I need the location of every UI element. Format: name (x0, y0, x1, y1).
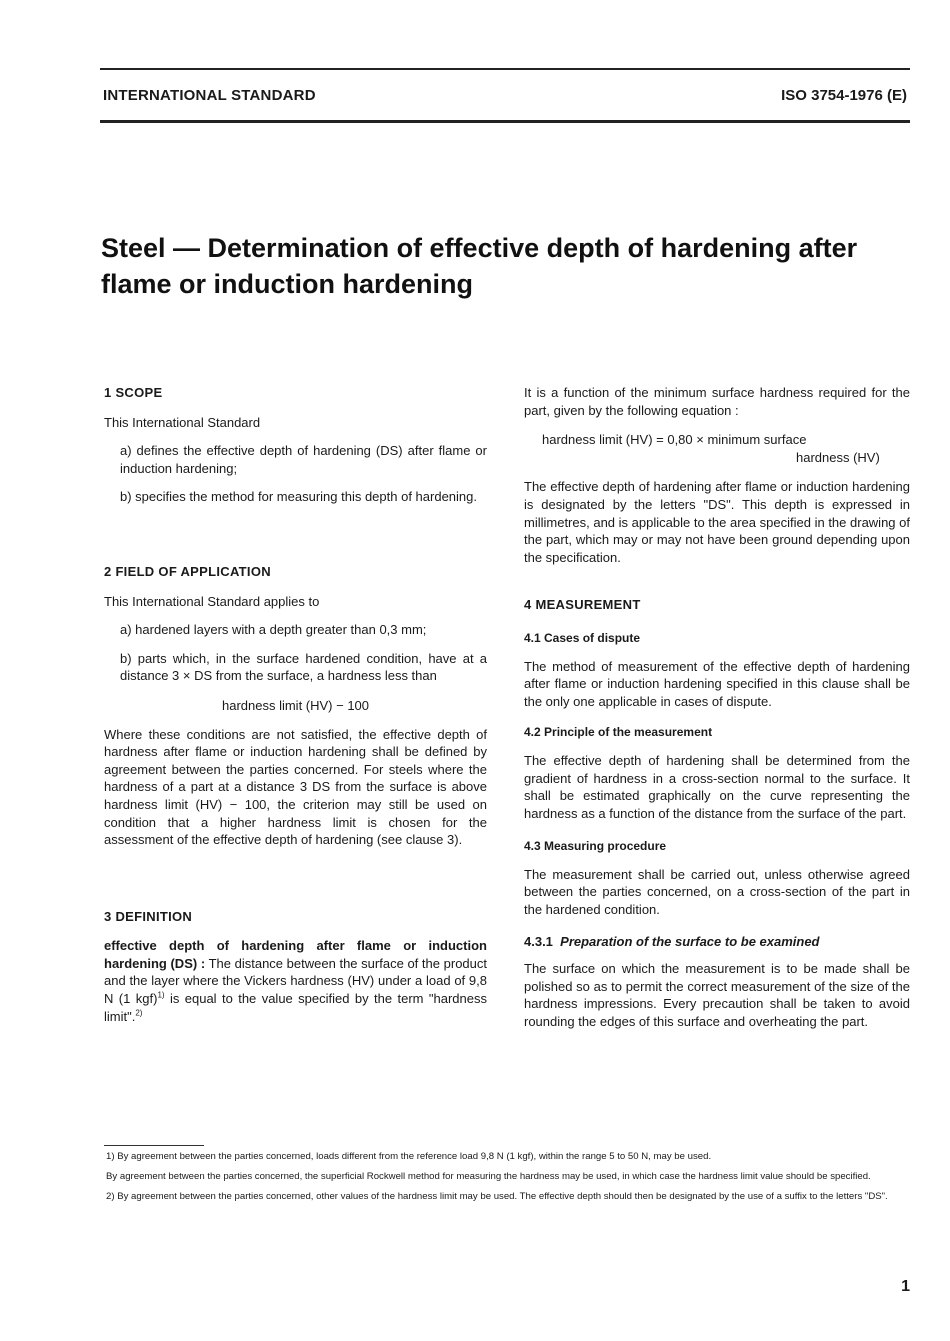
footnote-ref-2[interactable]: 2) (135, 1008, 143, 1018)
hardness-limit-intro: It is a function of the minimum surface hardness required for the part, given by the following equation : (524, 385, 910, 418)
section-4-3-text: The measurement shall be carried out, unless otherwise agreed between the parties concerned, on a cross-section of the part in the hardened condition. (524, 866, 910, 918)
equation-line-2: hardness (HV) (796, 449, 880, 465)
field-item-a: a) hardened layers with a depth greater than 0,3 mm; (120, 622, 427, 638)
section-4-3-1-number: 4.3.1 (524, 933, 553, 949)
scope-item-a: a) defines the effective depth of hardening (DS) after flame or induction hardening; (120, 443, 487, 476)
section-2-heading: 2 FIELD OF APPLICATION (104, 563, 271, 579)
page-title (101, 230, 901, 302)
scope-intro: This International Standard (104, 414, 261, 430)
equation-line-1: hardness limit (HV) = 0,80 × minimum surface (542, 432, 807, 448)
definition-text-2: is equal to the value specified by the term "hardness limit". (104, 991, 488, 1024)
left-column (104, 384, 487, 1025)
section-4-1-heading: 4.1 Cases of dispute (524, 630, 641, 645)
header-standard-label: INTERNATIONAL STANDARD (103, 87, 316, 104)
ds-designation-paragraph: The effective depth of hardening after flame or induction hardening is designated by the letters "DS". This depth is expressed in millimetres, and is applicable to the area specified in the drawing of the part, which may or may not have been ground depending upon the specification. (524, 479, 910, 565)
section-4-heading: 4 MEASUREMENT (524, 597, 641, 613)
header-top-rule (100, 68, 910, 70)
footnote-ref-1[interactable]: 1) (157, 990, 165, 1000)
title-line-2: flame or induction hardening (101, 269, 474, 299)
title-line-1: Steel — Determination of effective depth of hardening after (101, 233, 858, 263)
definition-text-1: The distance between the surface of the product and the layer where the Vickers hardness (HV) under a load of 9,8 N (1 kgf) (104, 955, 487, 1007)
footnote-1-continued: By agreement between the parties concerned, the superficial Rockwell method for measuring the hardness may be used, in which case the hardness limit value should be specified. (106, 1171, 871, 1182)
field-item-b: b) parts which, in the surface hardened condition, have at a distance 3 × DS from the surface, a hardness less than (120, 650, 487, 684)
definition-term: effective depth of hardening after flame or induction hardening (DS) : (104, 938, 487, 971)
section-4-3-1-heading (524, 933, 910, 951)
footnote-separator (104, 1145, 204, 1146)
section-4-3-heading: 4.3 Measuring procedure (524, 839, 667, 854)
field-paragraph: Where these conditions are not satisfied, the effective depth of hardness after flame or induction hardening shall be defined by agreement between the parties concerned. For steels where the hardness of a part at a distance 3 DS from the surface is above hardness limit (HV) − 100, the criterion may still be used on condition that a higher hardness limit is chosen for the assessment of the effective depth of hardening (see clause 3). (104, 726, 487, 848)
header-bottom-rule (100, 120, 910, 123)
scope-item-b: b) specifies the method for measuring this depth of hardening. (120, 489, 477, 505)
section-4-3-1-title: Preparation of the surface to be examined (560, 933, 820, 949)
section-1-heading: 1 SCOPE (104, 385, 163, 400)
section-4-3-1-text: The surface on which the measurement is to be made shall be polished so as to permit the correct measurement of the size of the hardness impressions. Every precaution shall be taken to avoid rounding the edges of this surface and overheating the part. (524, 961, 910, 1030)
section-4-2-heading: 4.2 Principle of the measurement (524, 725, 713, 740)
field-formula: hardness limit (HV) − 100 (221, 697, 370, 713)
field-intro: This International Standard applies to (104, 593, 320, 609)
section-4-2-text: The effective depth of hardening shall be determined from the gradient of hardness in a cross-section normal to the surface. It shall be estimated graphically on the curve representing the hardness as a function of the distance from the surface of the part. (524, 752, 910, 821)
section-4-1-text: The method of measurement of the effective depth of hardening after flame or induction hardening specified in this clause shall be the only one applicable in cases of dispute. (524, 658, 910, 709)
right-column (524, 384, 910, 1031)
footnotes (106, 1150, 910, 1210)
definition-paragraph (104, 937, 487, 1025)
header-standard-number: ISO 3754-1976 (E) (781, 87, 907, 104)
page-number: 1 (901, 1278, 910, 1295)
hardness-limit-equation (524, 431, 910, 466)
footnote-2: 2) By agreement between the parties concerned, other values of the hardness limit may be used. The effective depth should then be designated by the use of a suffix to the letters "DS". (106, 1191, 888, 1202)
footnote-1: 1) By agreement between the parties concerned, loads different from the reference load 9,8 N (1 kgf), within the range 5 to 50 N, may be used. (106, 1151, 712, 1162)
section-3-heading: 3 DEFINITION (104, 908, 193, 924)
